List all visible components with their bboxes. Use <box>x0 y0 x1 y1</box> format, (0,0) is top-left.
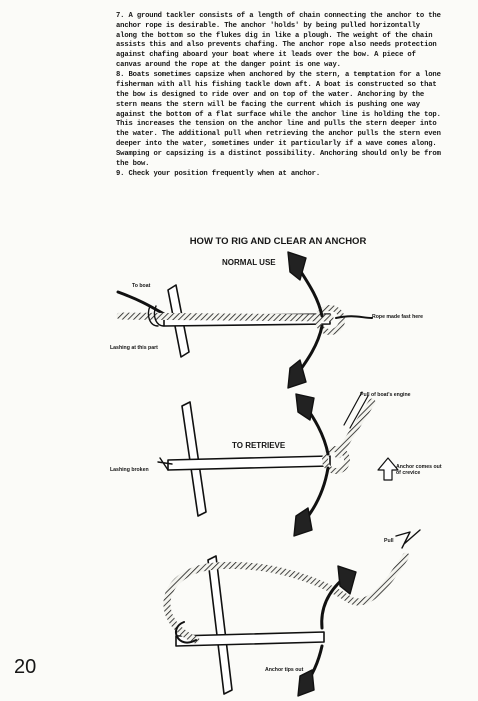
label-pull-engine: Pull of boat's engine <box>360 392 411 398</box>
figure-title: HOW TO RIG AND CLEAR AN ANCHOR <box>189 236 367 247</box>
label-anchor-comes-out: Anchor comes out of crevice <box>396 464 442 476</box>
paragraph-9: 9. Check your position frequently when at anchor. <box>116 169 320 178</box>
label-lashing-at-this-part: Lashing at this part <box>110 345 158 351</box>
page-number: 20 <box>14 656 37 678</box>
normal-use-anchor-drawing <box>118 252 372 388</box>
label-pull: Pull <box>384 538 394 544</box>
label-rope-made-fast: Rope made fast here <box>372 314 424 320</box>
foul-anchor-drawing <box>167 530 420 696</box>
to-retrieve-heading: TO RETRIEVE <box>232 441 286 450</box>
label-anchor-tips-out: Anchor tips out <box>265 667 304 673</box>
label-to-boat: To boat <box>132 283 151 289</box>
normal-use-heading: NORMAL USE <box>222 258 276 267</box>
label-lashing-broken: Lashing broken <box>110 467 149 473</box>
paragraph-7: 7. A ground tackler consists of a length of chain connecting the anchor to the anchor rope is desirable. The anchor 'holds' by being pulled horizontally along the bottom so the flukes dig in like a plough. The weight of the chain assists this and also prevents chafing. The anchor rope also needs protection against chafing aboard your boat where it leads over the bow. A piece of canvas around the rope at the danger point is one way. <box>116 12 441 69</box>
paragraph-8: 8. Boats sometimes capsize when anchored by the stern, a temptation for a lone fisherman with all his fishing tackle down aft. A boat is constructed so that the bow is designed to ride over and on top of the water. Anchoring by the stern means the stern will be facing the current which is pushing one way against the bottom of a flat surface while the anchor line is holding the top. This increases the tension on the anchor line and pulls the stern deeper into the water. The additional pull when retrieving the anchor pulls the stern even deeper into the water, sometimes under it particularly if a wave comes along. Swamping or capsizing is a distinct possibility. Anchoring should only be from the bow. <box>116 71 441 168</box>
to-retrieve-anchor-drawing <box>158 392 398 536</box>
